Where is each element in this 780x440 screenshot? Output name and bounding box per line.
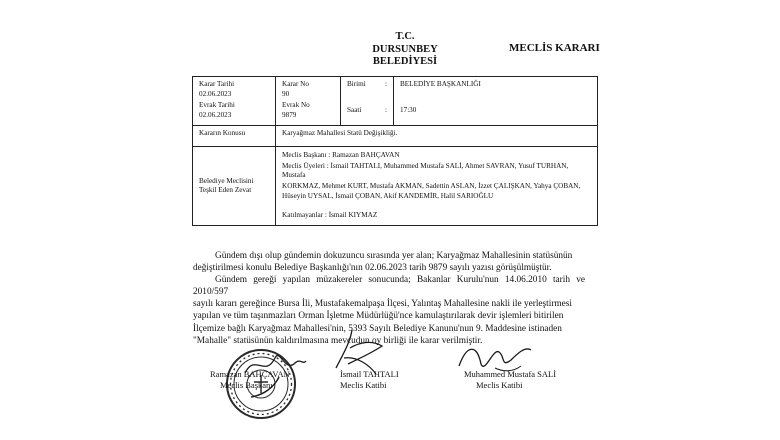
signature-secretary-1 [340,369,399,391]
meclis-label-line2: Teşkil Eden Zevat [199,186,252,194]
secretary2-name: Muhammed Mustafa SALİ [464,369,557,379]
para2-line5: "Mahalle" statüsünün kaldırılmasına mevcudun oy birliği ile karar verilmiştir. [193,335,483,346]
konu-value: Karyağmaz Mahallesi Statü Değişikliği. [276,126,598,147]
karar-tarihi-label: Karar Tarihi [199,80,235,88]
signature-secretary-2 [464,369,556,391]
table-row [193,77,598,126]
absent-members: Katılmayanlar : İsmail KIYMAZ [282,210,378,219]
municipality-name: DURSUNBEY [372,43,438,55]
saati-colon: : [385,105,387,114]
birimi-value: BELEDİYE BAŞKANLIĞI [400,80,481,88]
table-row [193,147,598,226]
meclis-label-cell [193,147,276,226]
signature-chair [210,369,290,391]
birimi-label: Birimi [347,80,366,88]
council-members-line3: Hüseyin UYSAL, İsmail ÇOBAN, Akif KANDEMİR, Halil SARIOĞLU [282,192,494,200]
tc-label: T.C. [395,31,415,42]
evrak-no-label: Evrak No [282,101,310,109]
secretary1-title: Meclis Katibi [340,380,387,390]
council-members-line2: KORKMAZ, Mehmet KURT, Mustafa AKMAN, Sadettin ASLAN, İzzet ÇALIŞKAN, Yahya ÇOBAN, [282,181,581,190]
saati-label: Saati [347,105,362,114]
numbers-cell [276,77,341,126]
evrak-tarihi-value: 02.06.2023 [199,110,232,119]
birimi-colon: : [385,80,387,88]
council-members-line1: Meclis Üyeleri : İsmail TAHTALI, Muhammed Mustafa SALİ, Ahmet SAVRAN, Yusuf TURHAN, Mustafa [282,161,569,179]
karar-tarihi-value: 02.06.2023 [199,89,232,98]
chair-name: Ramazan BAHÇAVAN [210,369,290,379]
karar-no-label: Karar No [282,80,309,88]
document-type: MECLİS KARARI [509,42,600,54]
secretary2-title: Meclis Katibi [476,380,523,390]
para2-line4: İlçemize bağlı Karyağmaz Mahallesi'nin, 5393 Sayılı Belediye Kanunu'nun 9. Maddesine istinaden [193,323,562,334]
decision-info-table [192,76,598,226]
evrak-tarihi-label: Evrak Tarihi [199,101,235,109]
saati-value: 17:30 [400,105,417,114]
table-row [193,126,598,147]
institution-name: BELEDİYESİ [372,56,438,67]
para2-line2: sayılı kararı gereğince Bursa İli, Mustafakemalpaşa İlçesi, Yalıntaş Mahallesine nakli ile yerleştirmesi [193,299,572,310]
konu-label: Kararın Konusu [193,126,276,147]
secretary1-name: İsmail TAHTALI [340,369,399,379]
para2-line3: yapılan ve tüm taşınmazları Orman İşletme Müdürlüğü'nce kamulaştırılarak devir işlemleri bitirilen [193,311,564,322]
council-chair: Meclis Başkanı : Ramazan BAHÇAVAN [282,151,400,159]
unit-labels-cell [341,77,394,126]
meclis-label-line1: Belediye Meclisini [199,176,254,185]
unit-values-cell [394,77,598,126]
chair-title: Meclis Başkanı [220,380,273,390]
institution-header [330,31,480,69]
para1-line1: Gündem dışı olup gündemin dokuzuncu sırasında yer alan; Karyağmaz Mahallesinin statüsünün [215,251,573,261]
para2-line1: Gündem gereği yapılan müzakereler sonucunda; Bakanlar Kurulu'nun 14.06.2010 tarih ve 2010/597 [193,275,585,298]
para1-line2: değiştirilmesi konulu Belediye Başkanlığı'nın 02.06.2023 tarih 9879 sayılı yazısı görüşülmüştür. [193,263,552,274]
members-cell [276,147,598,226]
dates-cell [193,77,276,126]
evrak-no-value: 9879 [282,110,297,119]
karar-no-value: 90 [282,89,290,98]
